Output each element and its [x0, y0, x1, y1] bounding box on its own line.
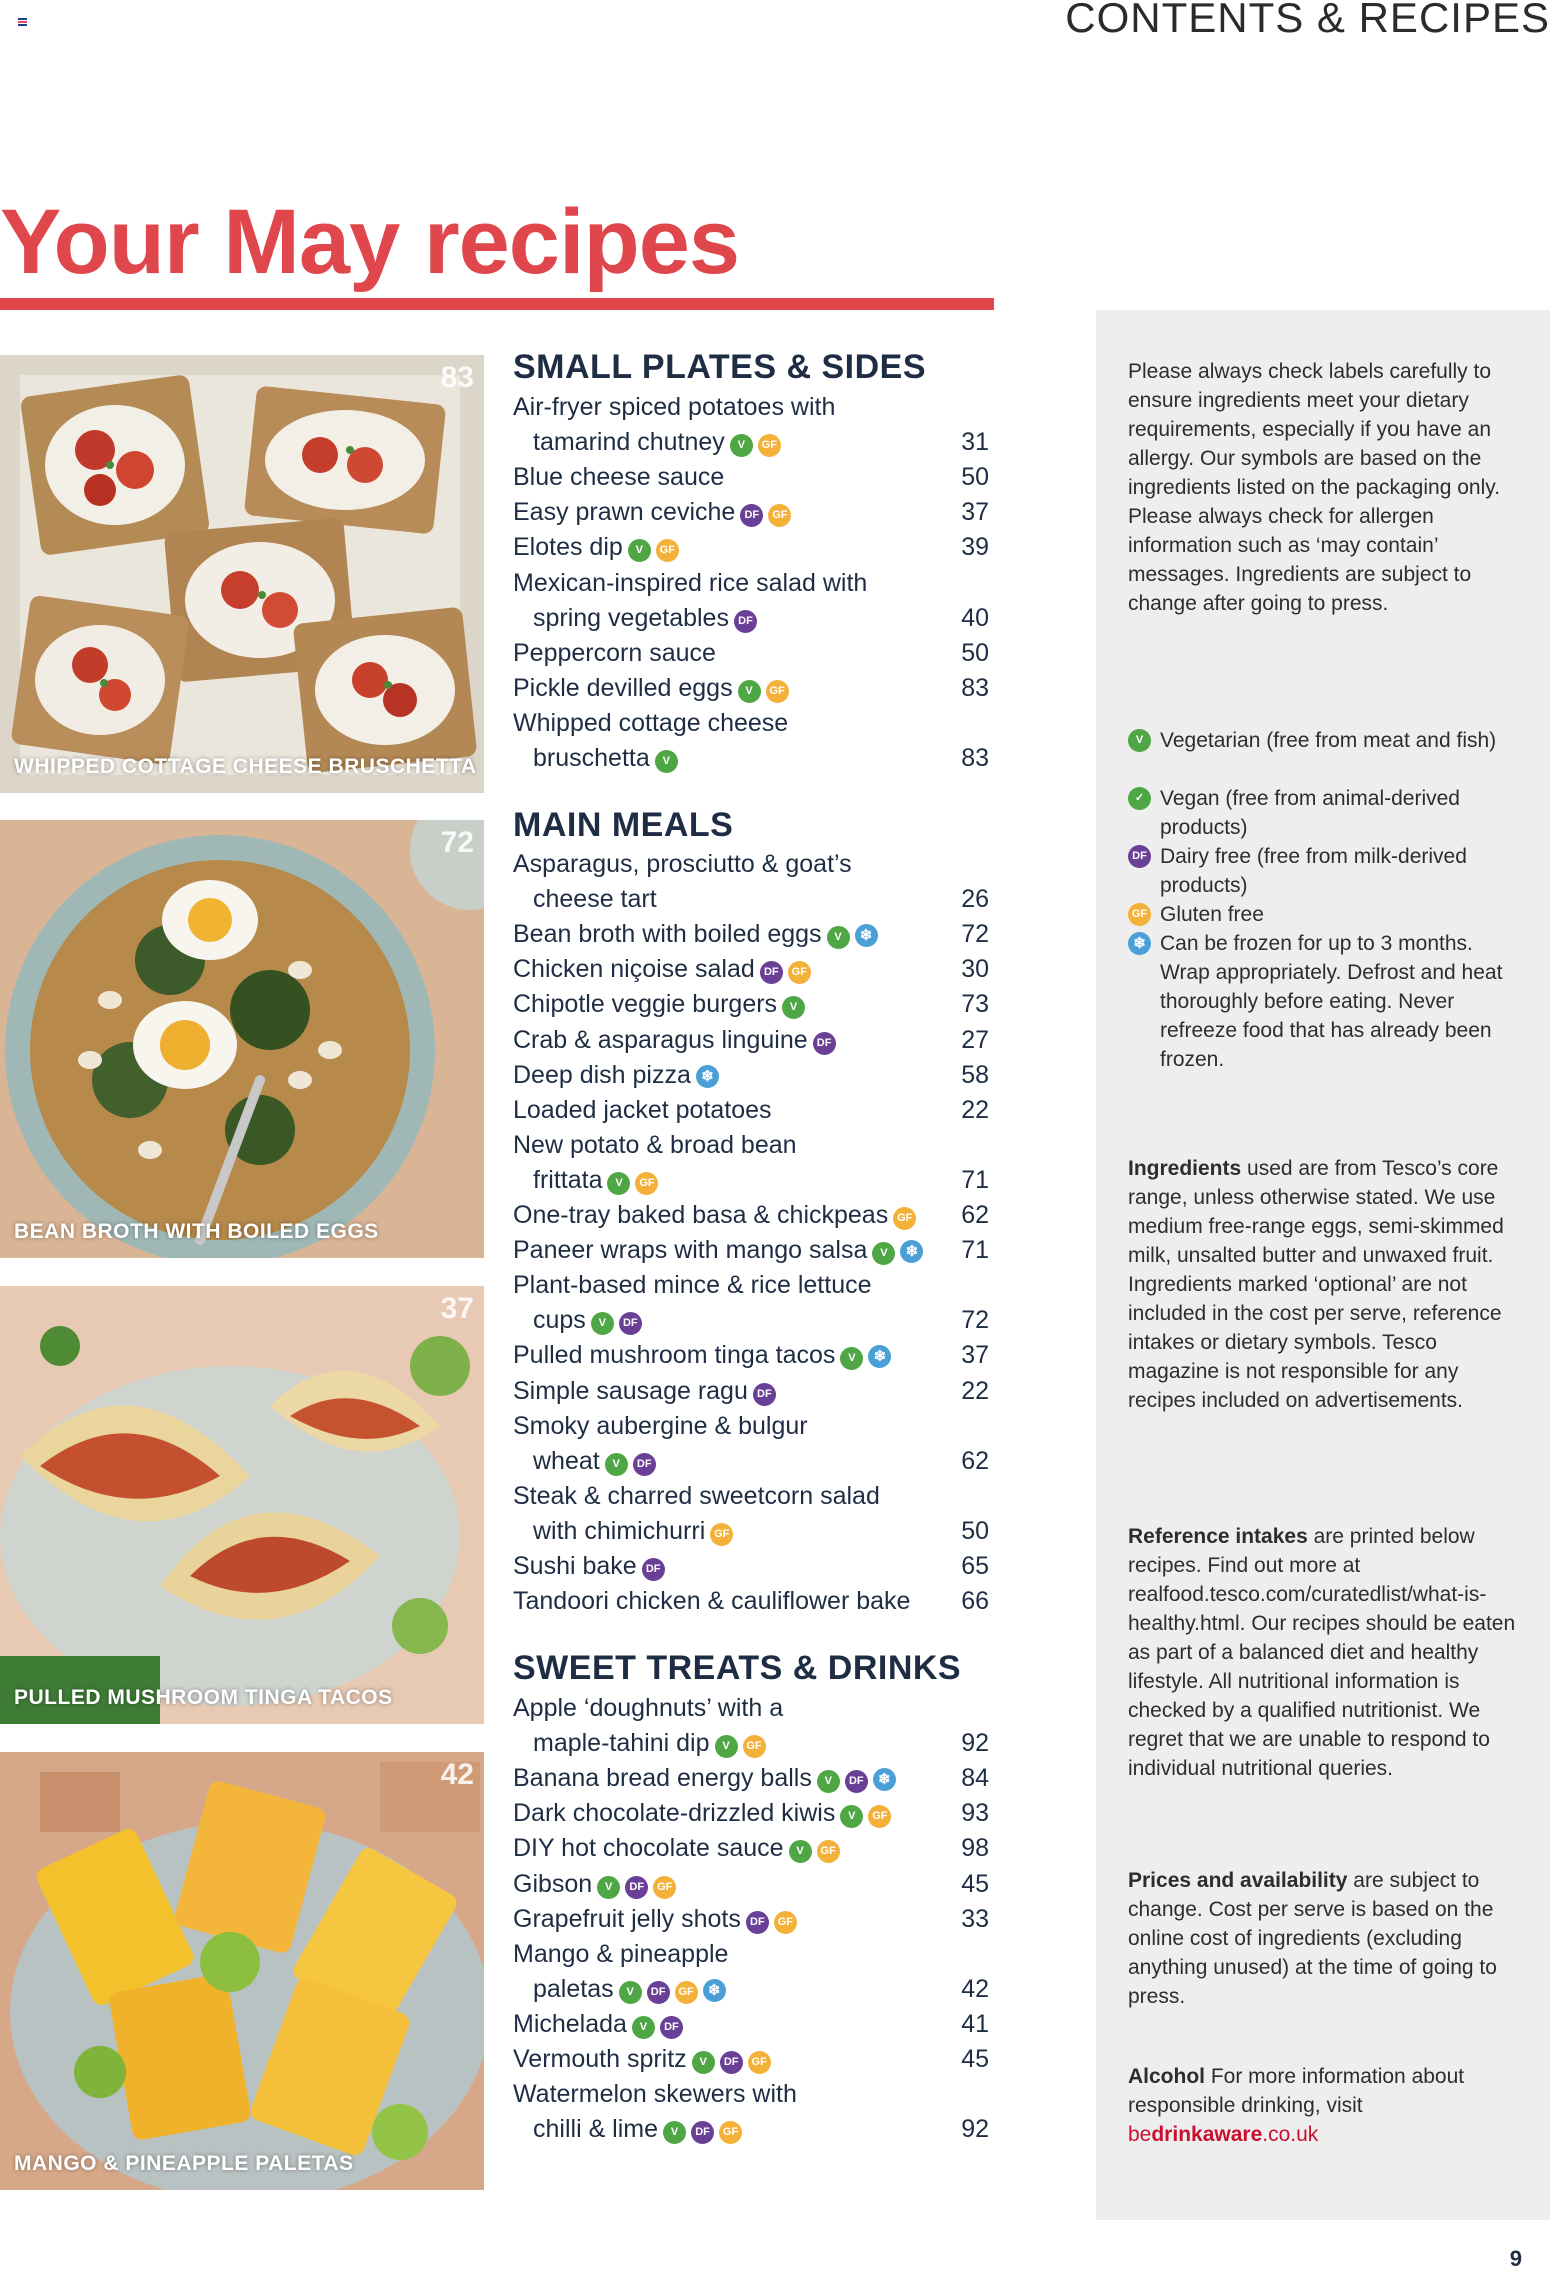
- vegetarian-icon: V: [607, 1172, 630, 1195]
- recipe-row[interactable]: [513, 1303, 989, 1338]
- photo-caption: PULLED MUSHROOM TINGA TACOS: [14, 1686, 393, 1709]
- recipe-name-text: Sushi bake: [513, 1552, 637, 1580]
- ingredients-note: [1128, 1154, 1523, 1415]
- recipe-row: [513, 1691, 989, 1726]
- section-heading: SWEET TREATS & DRINKS: [513, 1649, 962, 1687]
- vegetarian-icon: V: [840, 1805, 863, 1828]
- recipe-page-number: 92: [961, 1729, 989, 1758]
- dairy-free-icon: DF: [633, 1453, 656, 1476]
- dairy-free-icon: DF: [660, 2016, 683, 2039]
- recipe-page-number: 83: [961, 673, 989, 702]
- photo-caption: WHIPPED COTTAGE CHEESE BRUSCHETTA: [14, 755, 477, 778]
- recipe-name: [513, 1374, 776, 1409]
- recipe-name-text: Apple ‘doughnuts’ with a: [513, 1694, 784, 1722]
- recipe-name: [513, 1268, 872, 1303]
- recipe-row: [513, 847, 989, 882]
- recipe-name-text: Easy prawn ceviche: [513, 498, 736, 527]
- recipe-page-number: 39: [961, 533, 989, 562]
- recipe-page-number: 92: [961, 2115, 989, 2144]
- recipe-name: [513, 2077, 797, 2112]
- recipe-name-text: maple-tahini dip: [533, 1729, 710, 1758]
- recipe-name: [533, 425, 781, 460]
- recipe-row[interactable]: [513, 917, 989, 952]
- recipe-row[interactable]: [513, 1867, 989, 1902]
- photo-page-number: 42: [440, 1758, 474, 1791]
- recipe-page-number: 50: [961, 463, 989, 492]
- recipe-name-text: chilli & lime: [533, 2115, 659, 2144]
- bean-broth-image: [0, 820, 484, 1258]
- recipe-name-text: Mango & pineapple: [513, 1939, 729, 1968]
- recipe-row: [513, 2077, 989, 2112]
- legend-text: Dairy free (free from milk-derived products): [1160, 845, 1467, 897]
- legend-text: Gluten free: [1160, 903, 1264, 926]
- recipe-row[interactable]: [513, 1514, 989, 1549]
- recipe-row[interactable]: [513, 1198, 989, 1233]
- recipe-row: [513, 706, 989, 741]
- recipe-name-text: Blue cheese sauce: [513, 463, 725, 492]
- recipe-name: [513, 636, 716, 671]
- recipe-name: [513, 390, 835, 425]
- recipe-name: [513, 2007, 683, 2042]
- photo-tinga-tacos[interactable]: [0, 1286, 484, 1724]
- recipe-name-text: Loaded jacket potatoes: [513, 1095, 772, 1124]
- dairy-free-icon: DF: [746, 1911, 769, 1934]
- recipe-name-text: New potato & broad bean: [513, 1130, 797, 1159]
- recipe-name: [513, 495, 791, 530]
- photo-page-number: 37: [440, 1292, 474, 1325]
- recipe-name: [513, 1867, 676, 1902]
- recipe-name: [513, 847, 852, 882]
- snowflake-icon: ❄: [1128, 932, 1151, 955]
- recipe-page-number: 72: [961, 1306, 989, 1335]
- snowflake-icon: ❄: [900, 1240, 923, 1263]
- dairy-free-icon: DF: [647, 1981, 670, 2004]
- recipe-name: [533, 1726, 766, 1761]
- recipe-name-text: Elotes dip: [513, 533, 623, 562]
- recipe-name: [513, 1937, 728, 1972]
- recipe-name-text: Peppercorn sauce: [513, 638, 716, 667]
- recipe-row[interactable]: [513, 741, 989, 776]
- recipe-name: [513, 566, 867, 601]
- dairy-free-icon: DF: [740, 504, 763, 527]
- recipe-name: [533, 1444, 656, 1479]
- legend-text: Vegan (free from animal-derived products): [1160, 787, 1460, 839]
- recipe-name: [513, 1198, 916, 1233]
- recipe-name: [513, 952, 811, 987]
- gluten-free-icon: GF: [788, 961, 811, 984]
- vegetarian-icon: V: [605, 1453, 628, 1476]
- gluten-free-icon: GF: [766, 680, 789, 703]
- recipe-page-number: 93: [961, 1799, 989, 1828]
- recipe-row[interactable]: [513, 530, 989, 565]
- recipe-page-number: 71: [961, 1236, 989, 1265]
- recipe-page-number: 83: [961, 744, 989, 772]
- recipe-name: [513, 706, 788, 741]
- recipe-page-number: 65: [961, 1552, 989, 1580]
- photo-page-number: 72: [440, 826, 474, 859]
- recipe-row[interactable]: [513, 1233, 989, 1268]
- recipe-name: [513, 1479, 880, 1514]
- recipe-page-number: 45: [961, 2045, 989, 2073]
- recipe-name-text: with chimichurri: [533, 1516, 706, 1545]
- legend-gluten-free: [1128, 900, 1523, 929]
- vegetarian-icon: V: [655, 750, 678, 773]
- snowflake-icon: ❄: [873, 1768, 896, 1791]
- recipe-row[interactable]: [513, 1163, 989, 1198]
- recipe-name: [513, 987, 805, 1022]
- vegetarian-icon: V: [782, 996, 805, 1019]
- recipe-row[interactable]: [513, 671, 989, 706]
- recipe-name: [533, 601, 757, 636]
- recipe-page-number: 62: [961, 1446, 989, 1475]
- recipe-name-text: Gibson: [513, 1869, 593, 1898]
- recipe-row[interactable]: [513, 460, 989, 495]
- recipe-row[interactable]: [513, 1796, 989, 1831]
- recipe-name-text: Steak & charred sweetcorn salad: [513, 1481, 880, 1510]
- tacos-image: [0, 1286, 484, 1724]
- vegetarian-icon: V: [619, 1981, 642, 2004]
- recipe-name-text: cheese tart: [533, 885, 657, 914]
- allergy-note: Please always check labels carefully to ensure ingredients meet your dietary requirements, especially if you have an allergy. Our symbols are based on the ingredients listed on the packaging only. Please always check for allergen information such as ‘may contain’ messages. Ingredients are subject to change after going to press.: [1128, 360, 1501, 615]
- recipe-page-number: 26: [961, 885, 989, 914]
- gluten-free-icon: GF: [675, 1981, 698, 2004]
- vegetarian-icon: V: [628, 539, 651, 562]
- section-header: CONTENTS & RECIPES: [1065, 0, 1550, 41]
- snowflake-icon: ❄: [868, 1345, 891, 1368]
- recipe-page-number: 72: [961, 920, 989, 949]
- prices-note: [1128, 1866, 1523, 2011]
- recipe-page-number: 37: [961, 498, 989, 527]
- recipe-page-number: 66: [961, 1587, 989, 1616]
- recipe-name-text: Plant-based mince & rice lettuce: [513, 1271, 872, 1300]
- drinkaware-link[interactable]: bedrinkaware.co.uk: [1128, 2123, 1319, 2146]
- gluten-free-icon: GF: [868, 1805, 891, 1828]
- dairy-free-icon: DF: [625, 1876, 648, 1899]
- photo-paletas[interactable]: [0, 1752, 484, 2190]
- vegetarian-icon: V: [591, 1312, 614, 1335]
- recipe-name-text: Pickle devilled eggs: [513, 673, 733, 702]
- recipe-page-number: 22: [961, 1376, 989, 1405]
- dairy-free-icon: DF: [813, 1032, 836, 1055]
- recipe-row: [513, 1268, 989, 1303]
- recipe-row: [513, 1128, 989, 1163]
- dairy-free-icon: DF: [845, 1770, 868, 1793]
- recipe-name: [513, 530, 679, 565]
- vegetarian-icon: V: [817, 1770, 840, 1793]
- reference-label: Reference intakes: [1128, 1525, 1308, 1548]
- recipe-row[interactable]: [513, 1023, 989, 1058]
- recipe-row: [513, 566, 989, 601]
- recipe-name-text: DIY hot chocolate sauce: [513, 1834, 784, 1863]
- recipe-row[interactable]: [513, 1761, 989, 1796]
- brand-mark-icon: [18, 18, 27, 27]
- recipe-name-text: Air-fryer spiced potatoes with: [513, 393, 836, 421]
- gluten-free-icon: GF: [774, 1911, 797, 1934]
- recipe-name-text: Banana bread energy balls: [513, 1764, 812, 1793]
- recipe-name: [533, 1303, 642, 1338]
- recipe-row[interactable]: [513, 636, 989, 671]
- gluten-free-icon: GF: [768, 504, 791, 527]
- recipe-name-text: tamarind chutney: [533, 428, 725, 457]
- vegan-icon: ✓: [1128, 787, 1151, 810]
- recipe-name: [513, 1058, 719, 1093]
- recipe-page-number: 41: [961, 2009, 989, 2038]
- gluten-free-icon: GF: [1128, 903, 1151, 926]
- alcohol-note: [1128, 2062, 1523, 2149]
- legend-freezable: [1128, 929, 1523, 1074]
- gluten-free-icon: GF: [719, 2121, 742, 2144]
- vegetarian-icon: V: [738, 680, 761, 703]
- recipe-name: [513, 1902, 797, 1937]
- recipe-row[interactable]: [513, 1549, 989, 1584]
- recipe-row[interactable]: [513, 1374, 989, 1409]
- recipe-name: [533, 1163, 658, 1198]
- gluten-free-icon: GF: [656, 539, 679, 562]
- recipe-page-number: 98: [961, 1834, 989, 1863]
- recipe-row[interactable]: [513, 1058, 989, 1093]
- vegetarian-icon: V: [872, 1242, 895, 1265]
- vegetarian-icon: V: [663, 2121, 686, 2144]
- photo-caption: BEAN BROTH WITH BOILED EGGS: [14, 1220, 379, 1243]
- recipe-row[interactable]: [513, 1444, 989, 1479]
- legend-vegan: [1128, 784, 1523, 842]
- recipe-name-text: Crab & asparagus linguine: [513, 1025, 808, 1054]
- recipe-row: [513, 1937, 989, 1972]
- recipe-row[interactable]: [513, 1726, 989, 1761]
- recipe-name-text: wheat: [533, 1446, 600, 1475]
- recipe-row: [513, 1409, 989, 1444]
- recipe-name-text: Watermelon skewers with: [513, 2080, 797, 2109]
- title-underline: [0, 298, 994, 310]
- recipe-name: [533, 1514, 733, 1549]
- recipe-name: [513, 1584, 910, 1619]
- recipe-name: [533, 882, 657, 917]
- snowflake-icon: ❄: [696, 1065, 719, 1088]
- recipe-page-number: 22: [961, 1095, 989, 1124]
- recipe-row[interactable]: [513, 952, 989, 987]
- legend-text: Vegetarian (free from meat and fish): [1160, 729, 1497, 752]
- recipe-name-text: Paneer wraps with mango salsa: [513, 1236, 868, 1265]
- bruschetta-image: [0, 355, 484, 793]
- paletas-image: [0, 1752, 484, 2190]
- recipe-name-text: Simple sausage ragu: [513, 1376, 748, 1405]
- gluten-free-icon: GF: [817, 1840, 840, 1863]
- recipe-name-text: One-tray baked basa & chickpeas: [513, 1201, 889, 1229]
- dairy-free-icon: DF: [619, 1312, 642, 1335]
- gluten-free-icon: GF: [635, 1172, 658, 1195]
- recipe-page-number: 50: [961, 1516, 989, 1545]
- page-title: Your May recipes: [0, 191, 740, 293]
- recipe-page-number: 31: [961, 428, 989, 457]
- recipe-page-number: 30: [961, 955, 989, 984]
- recipe-row[interactable]: [513, 1093, 989, 1128]
- recipe-row[interactable]: [513, 1584, 989, 1619]
- recipe-name-text: Whipped cottage cheese: [513, 708, 789, 737]
- alcohol-label: Alcohol: [1128, 2065, 1205, 2088]
- photo-page-number: 83: [440, 361, 474, 394]
- vegetarian-icon: V: [632, 2016, 655, 2039]
- recipe-row: [513, 390, 989, 425]
- recipe-name: [533, 741, 678, 776]
- vegetarian-icon: V: [827, 926, 850, 949]
- recipe-name-text: Chicken niçoise salad: [513, 955, 755, 984]
- gluten-free-icon: GF: [893, 1207, 916, 1230]
- recipe-page-number: 45: [961, 1869, 989, 1898]
- dairy-free-icon: DF: [753, 1383, 776, 1406]
- recipe-name-text: Michelada: [513, 2009, 627, 2038]
- gluten-free-icon: GF: [758, 434, 781, 457]
- recipe-page-number: 50: [961, 638, 989, 667]
- dairy-free-icon: DF: [1128, 845, 1151, 868]
- recipe-name: [513, 1549, 665, 1584]
- recipe-name-text: Tandoori chicken & cauliflower bake: [513, 1587, 911, 1616]
- dairy-free-icon: DF: [760, 961, 783, 984]
- alcohol-text: For more information about responsible drinking, visit: [1128, 2065, 1465, 2117]
- reference-intakes-note: [1128, 1522, 1523, 1783]
- recipe-page-number: 42: [961, 1974, 989, 2003]
- legend-text: Can be frozen for up to 3 months. Wrap appropriately. Defrost and heat thoroughly before eating. Never refreeze food that has already been frozen.: [1160, 932, 1503, 1071]
- recipe-row[interactable]: [513, 2112, 989, 2147]
- reference-text: are printed below recipes. Find out more at realfood.tesco.com/curatedlist/what-is-healthy.html. Our recipes should be eaten as part of a balanced diet and healthy lifestyle. All nutritional information is checked by a qualified nutritionist. We regret that we are unable to respond to individual nutritional queries.: [1128, 1525, 1516, 1780]
- recipe-name-text: paletas: [533, 1974, 614, 2003]
- vegetarian-icon: V: [789, 1840, 812, 1863]
- gluten-free-icon: GF: [743, 1735, 766, 1758]
- recipe-name: [513, 1691, 783, 1726]
- page-number: 9: [1509, 2246, 1522, 2271]
- gluten-free-icon: GF: [710, 1523, 733, 1546]
- section-heading: MAIN MEALS: [513, 806, 734, 844]
- gluten-free-icon: GF: [653, 1876, 676, 1899]
- recipe-name-text: Deep dish pizza: [513, 1060, 691, 1089]
- recipe-name-text: Smoky aubergine & bulgur: [513, 1411, 808, 1440]
- vegetarian-icon: V: [597, 1876, 620, 1899]
- recipe-name: [513, 1023, 836, 1058]
- prices-label: Prices and availability: [1128, 1869, 1348, 1892]
- recipe-name: [513, 1338, 891, 1373]
- photo-bruschetta[interactable]: [0, 355, 484, 793]
- dairy-free-icon: DF: [642, 1558, 665, 1581]
- vegetarian-icon: V: [840, 1347, 863, 1370]
- recipe-name-text: bruschetta: [533, 744, 650, 772]
- recipe-name-text: frittata: [533, 1165, 603, 1194]
- recipe-page-number: 40: [961, 603, 989, 632]
- recipe-row[interactable]: [513, 425, 989, 460]
- recipe-row[interactable]: [513, 1902, 989, 1937]
- recipe-name: [533, 1972, 726, 2007]
- prices-text: are subject to change. Cost per serve is based on the online cost of ingredients (excluding anything unused) at the time of going to press.: [1128, 1869, 1497, 2008]
- recipe-row[interactable]: [513, 1972, 989, 2007]
- recipe-row[interactable]: [513, 601, 989, 636]
- recipe-row[interactable]: [513, 1338, 989, 1373]
- legend-dairy-free: [1128, 842, 1523, 900]
- recipe-name: [513, 671, 789, 706]
- recipe-name-text: Vermouth spritz: [513, 2045, 687, 2073]
- ingredients-text: used are from Tesco’s core range, unless otherwise stated. We use medium free-range eggs, semi-skimmed milk, unsalted butter and unwaxed fruit. Ingredients marked ‘optional’ are not included in the cost per serve, reference intakes or dietary symbols. Tesco magazine is not responsible for any recipes included on advertisements.: [1128, 1157, 1504, 1412]
- recipe-name: [513, 1761, 896, 1796]
- recipe-page-number: 73: [961, 990, 989, 1019]
- recipe-name: [513, 460, 724, 495]
- ingredients-label: Ingredients: [1128, 1157, 1242, 1180]
- vegetarian-icon: V: [692, 2051, 715, 2074]
- recipe-name: [533, 2112, 742, 2147]
- vegetarian-icon: V: [730, 434, 753, 457]
- recipe-name: [513, 1233, 923, 1268]
- recipe-name-text: Asparagus, prosciutto & goat’s: [513, 850, 852, 878]
- photo-caption: MANGO & PINEAPPLE PALETAS: [14, 2152, 354, 2175]
- dairy-free-icon: DF: [720, 2051, 743, 2074]
- dairy-free-icon: DF: [734, 610, 757, 633]
- section-heading: SMALL PLATES & SIDES: [513, 348, 927, 386]
- gluten-free-icon: GF: [748, 2051, 771, 2074]
- recipe-row[interactable]: [513, 2007, 989, 2042]
- recipe-name-text: Dark chocolate-drizzled kiwis: [513, 1799, 836, 1828]
- recipe-page-number: 71: [961, 1165, 989, 1194]
- recipe-row: [513, 1479, 989, 1514]
- recipe-name: [513, 1128, 797, 1163]
- recipe-name-text: Grapefruit jelly shots: [513, 1904, 741, 1933]
- recipe-name: [513, 2042, 771, 2077]
- recipe-page-number: 62: [961, 1201, 989, 1229]
- recipe-page-number: 37: [961, 1341, 989, 1370]
- recipe-name-text: Chipotle veggie burgers: [513, 990, 778, 1019]
- recipe-row[interactable]: [513, 1831, 989, 1866]
- recipe-row[interactable]: [513, 987, 989, 1022]
- photo-bean-broth[interactable]: [0, 820, 484, 1258]
- vegetarian-icon: V: [1128, 729, 1151, 752]
- vegetarian-icon: V: [715, 1735, 738, 1758]
- recipe-name-text: Mexican-inspired rice salad with: [513, 568, 868, 597]
- dairy-free-icon: DF: [691, 2121, 714, 2144]
- recipe-name-text: Bean broth with boiled eggs: [513, 920, 822, 949]
- recipe-name: [513, 1093, 772, 1128]
- legend-vegetarian: [1128, 726, 1523, 784]
- recipe-name: [513, 1796, 891, 1831]
- recipe-name-text: Pulled mushroom tinga tacos: [513, 1341, 836, 1370]
- snowflake-icon: ❄: [855, 924, 878, 947]
- recipe-page-number: 27: [961, 1025, 989, 1054]
- recipe-row[interactable]: [513, 882, 989, 917]
- recipe-name-text: spring vegetables: [533, 603, 729, 632]
- recipe-row[interactable]: [513, 2042, 989, 2077]
- snowflake-icon: ❄: [703, 1979, 726, 2002]
- recipe-name: [513, 917, 878, 952]
- recipe-name-text: cups: [533, 1306, 586, 1335]
- recipe-row[interactable]: [513, 495, 989, 530]
- recipe-name: [513, 1409, 808, 1444]
- recipe-name: [513, 1831, 840, 1866]
- recipe-page-number: 84: [961, 1764, 989, 1793]
- recipe-page-number: 58: [961, 1060, 989, 1089]
- recipe-page-number: 33: [961, 1904, 989, 1933]
